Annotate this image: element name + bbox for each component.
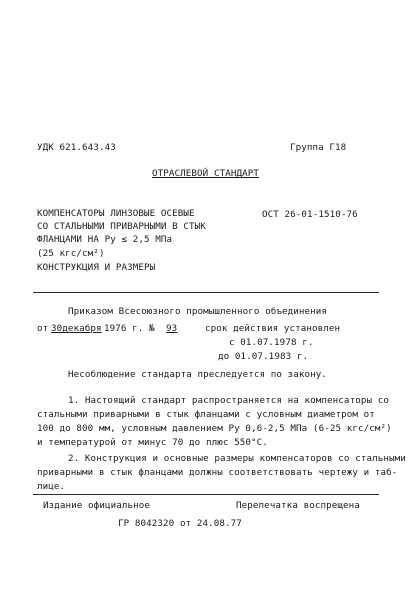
group-label: Группа Г18 (290, 142, 347, 153)
official-edition-label: Издание официальное (43, 500, 150, 511)
standard-category: ОТРАСЛЕВОЙ СТАНДАРТ (152, 168, 259, 179)
valid-from: с 01.07.1978 г. (229, 337, 314, 348)
title-line-1: КОМПЕНСАТОРЫ ЛИНЗОВЫЕ ОСЕВЫЕ (37, 208, 195, 219)
warning-text: Несоблюдение стандарта преследуется по закону. (68, 369, 328, 380)
gr-registration: ГР 8042320 от 24.08.77 (118, 518, 242, 529)
footer-separator-line (33, 494, 379, 495)
valid-to: до 01.07.1983 г. (218, 351, 309, 362)
p1-line-1: 1. Настоящий стандарт распространяется на компенсаторы со (68, 395, 389, 406)
decree-order-number: 93 (166, 323, 178, 334)
p2-line-2: приварными в стык фланцами должны соответствовать чертежу и таб- (37, 467, 398, 478)
p1-line-2: стальными приварными в стык фланцами с условным диаметром от (37, 409, 375, 420)
p1-line-4: и температурой от минус 70 до плюс 550°С. (37, 437, 268, 448)
separator-line (33, 292, 379, 293)
validity-label: срок действия установлен (205, 323, 341, 334)
decree-date: 30декабря (51, 323, 102, 334)
title-line-5: КОНСТРУКЦИЯ И РАЗМЕРЫ (37, 262, 156, 273)
p2-line-3: лице. (37, 481, 66, 492)
p1-line-3: 100 до 800 мм, условным давлением Рy 0,6-2,5 МПа (6-25 кгс/см²) (37, 423, 392, 434)
decree-line-1: Приказом Всесоюзного промышленного объединения (68, 306, 328, 317)
title-line-2: СО СТАЛЬНЫМИ ПРИВАРНЫМИ В СТЫК (37, 221, 206, 232)
p2-line-1: 2. Конструкция и основные размеры компенсаторов со стальными (68, 453, 406, 464)
title-line-3: ФЛАНЦАМИ НА Рy ≤ 2,5 МПа (37, 234, 173, 245)
decree-from-label: от (37, 323, 49, 334)
reprint-prohibited-label: Перепечатка воспрещена (236, 500, 360, 511)
decree-year: 1976 г. № (104, 323, 155, 334)
udk-code: УДК 621.643.43 (37, 142, 116, 153)
standard-number: ОСТ 26-01-1510-76 (262, 209, 358, 220)
title-line-4: (25 кгс/см²) (37, 248, 105, 259)
